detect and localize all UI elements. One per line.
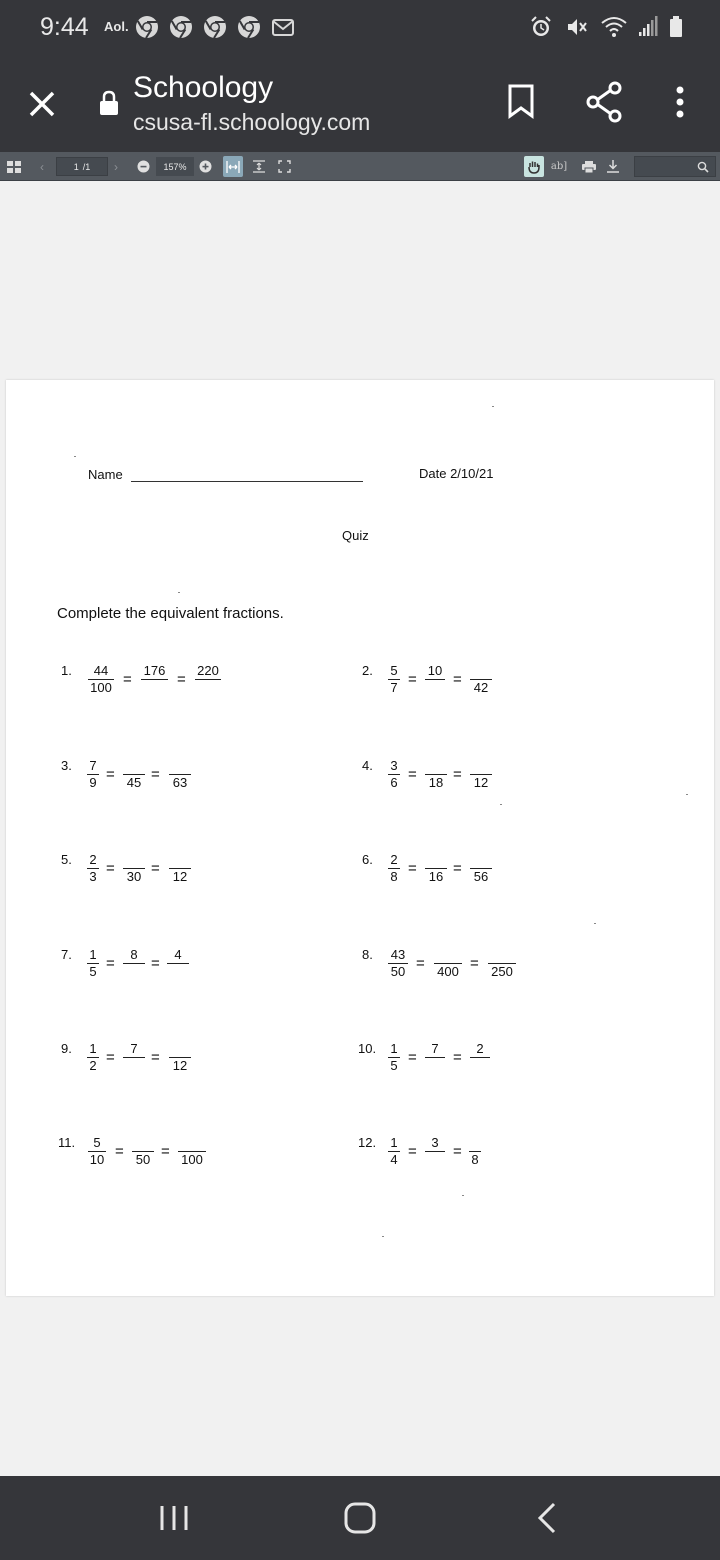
denominator: 100 bbox=[90, 680, 112, 695]
browser-toolbar bbox=[0, 56, 720, 152]
numerator: 220 bbox=[197, 663, 219, 678]
navigation-bar bbox=[0, 1476, 720, 1560]
page-title: Schoology bbox=[133, 71, 274, 104]
fraction bbox=[87, 758, 99, 791]
fraction bbox=[87, 947, 99, 980]
denominator: 3 bbox=[89, 869, 97, 884]
recent-apps-icon[interactable] bbox=[154, 1498, 194, 1538]
chrome-icon bbox=[134, 14, 160, 40]
fraction bbox=[388, 947, 408, 980]
annotate-text-tool[interactable]: ab] bbox=[550, 161, 568, 172]
numerator: 7 bbox=[89, 758, 97, 773]
scan-speck bbox=[462, 1195, 464, 1196]
fraction bbox=[425, 1135, 445, 1168]
thumbnails-icon[interactable] bbox=[4, 152, 24, 181]
denominator: 42 bbox=[473, 680, 489, 695]
denominator: 50 bbox=[390, 964, 406, 979]
download-icon[interactable] bbox=[604, 152, 622, 181]
fraction bbox=[87, 852, 99, 885]
problem-number: 6. bbox=[362, 852, 373, 867]
search-icon bbox=[697, 161, 709, 173]
numerator: 44 bbox=[93, 663, 109, 678]
scan-speck bbox=[382, 1236, 384, 1237]
equals-sign: = bbox=[453, 1049, 462, 1066]
numerator: 1 bbox=[390, 1041, 398, 1056]
denominator: 12 bbox=[172, 1058, 188, 1073]
fraction bbox=[388, 1041, 400, 1074]
fraction bbox=[388, 852, 400, 885]
denominator: 63 bbox=[172, 775, 188, 790]
status-time: 9:44 bbox=[40, 13, 89, 41]
scan-speck bbox=[74, 456, 76, 457]
numerator: 1 bbox=[89, 947, 97, 962]
notification-icons bbox=[134, 14, 296, 40]
battery-icon bbox=[668, 14, 684, 40]
denominator: 9 bbox=[89, 775, 97, 790]
equals-sign: = bbox=[408, 766, 417, 783]
equals-sign: = bbox=[151, 766, 160, 783]
home-icon[interactable] bbox=[340, 1498, 380, 1538]
fraction bbox=[195, 663, 221, 696]
denominator: 50 bbox=[135, 1152, 151, 1167]
problem-number: 8. bbox=[362, 947, 373, 962]
numerator: 2 bbox=[89, 852, 97, 867]
denominator: 7 bbox=[390, 680, 398, 695]
equals-sign: = bbox=[106, 1049, 115, 1066]
fraction bbox=[88, 663, 114, 696]
lock-icon bbox=[98, 90, 120, 116]
name-label: Name bbox=[88, 467, 123, 482]
numerator: 4 bbox=[174, 947, 182, 962]
problem-number: 7. bbox=[61, 947, 72, 962]
system-icons bbox=[528, 14, 684, 40]
fraction bbox=[141, 663, 168, 696]
denominator: 5 bbox=[390, 1058, 398, 1073]
scan-speck bbox=[492, 406, 494, 407]
numerator: 176 bbox=[143, 663, 166, 678]
fraction bbox=[169, 852, 191, 885]
problem-number: 5. bbox=[61, 852, 72, 867]
fit-page-icon[interactable] bbox=[249, 152, 269, 181]
denominator: 250 bbox=[491, 964, 513, 979]
problem-number: 4. bbox=[362, 758, 373, 773]
equals-sign: = bbox=[123, 671, 132, 688]
aol-notification-icon: Aol. bbox=[104, 19, 129, 34]
denominator: 8 bbox=[471, 1152, 479, 1167]
equals-sign: = bbox=[177, 671, 186, 688]
denominator: 45 bbox=[126, 775, 142, 790]
scan-speck bbox=[178, 592, 180, 593]
numerator: 2 bbox=[390, 852, 398, 867]
fraction bbox=[470, 852, 492, 885]
denominator: 2 bbox=[89, 1058, 97, 1073]
equals-sign: = bbox=[151, 860, 160, 877]
quiz-title: Quiz bbox=[342, 528, 369, 543]
equals-sign: = bbox=[115, 1143, 124, 1160]
fraction bbox=[488, 947, 516, 980]
page-total: /1 bbox=[82, 161, 91, 172]
equals-sign: = bbox=[151, 955, 160, 972]
fraction bbox=[178, 1135, 206, 1168]
denominator: 100 bbox=[181, 1152, 203, 1167]
next-page-icon[interactable]: › bbox=[114, 159, 118, 174]
fraction bbox=[123, 758, 145, 791]
numerator: 2 bbox=[476, 1041, 484, 1056]
denominator: 5 bbox=[89, 964, 97, 979]
fraction bbox=[425, 852, 447, 885]
fraction bbox=[434, 947, 462, 980]
chrome-icon bbox=[168, 14, 194, 40]
denominator: 30 bbox=[126, 869, 142, 884]
numerator: 43 bbox=[390, 947, 406, 962]
fraction bbox=[470, 758, 492, 791]
numerator: 3 bbox=[431, 1135, 439, 1150]
alarm-icon bbox=[528, 14, 554, 40]
back-icon[interactable] bbox=[528, 1498, 568, 1538]
denominator: 4 bbox=[390, 1152, 398, 1167]
mute-icon bbox=[564, 14, 590, 40]
fraction bbox=[87, 1041, 99, 1074]
equals-sign: = bbox=[453, 671, 462, 688]
fraction bbox=[167, 947, 189, 980]
equals-sign: = bbox=[453, 1143, 462, 1160]
numerator: 7 bbox=[431, 1041, 439, 1056]
wifi-icon bbox=[600, 14, 628, 40]
fraction bbox=[388, 758, 400, 791]
numerator: 8 bbox=[130, 947, 138, 962]
numerator: 10 bbox=[427, 663, 443, 678]
name-blank-line bbox=[131, 481, 363, 482]
equals-sign: = bbox=[416, 955, 425, 972]
fraction bbox=[169, 1041, 191, 1074]
problem-number: 11. bbox=[58, 1135, 76, 1150]
more-options-icon[interactable] bbox=[664, 82, 696, 122]
fraction bbox=[469, 1135, 481, 1168]
hand-tool-icon[interactable] bbox=[524, 156, 544, 177]
equals-sign: = bbox=[408, 1049, 417, 1066]
problem-number: 2. bbox=[362, 663, 373, 678]
fraction bbox=[123, 1041, 145, 1074]
fullscreen-icon[interactable] bbox=[274, 152, 294, 181]
date-label: Date 2/10/21 bbox=[419, 466, 494, 481]
fraction bbox=[388, 663, 400, 696]
page-url[interactable]: csusa-fl.schoology.com bbox=[133, 109, 371, 135]
previous-page-icon[interactable]: ‹ bbox=[40, 159, 44, 174]
chrome-icon bbox=[236, 14, 262, 40]
gmail-icon bbox=[270, 14, 296, 40]
pdf-page bbox=[6, 380, 714, 1296]
pdf-toolbar bbox=[0, 152, 720, 181]
denominator: 12 bbox=[172, 869, 188, 884]
denominator: 10 bbox=[89, 1152, 105, 1167]
scan-speck bbox=[594, 923, 596, 924]
fraction bbox=[470, 1041, 490, 1074]
scan-speck bbox=[500, 804, 502, 805]
fraction bbox=[132, 1135, 154, 1168]
fraction bbox=[425, 1041, 445, 1074]
problem-number: 10. bbox=[358, 1041, 377, 1056]
zoom-out-icon[interactable] bbox=[134, 152, 152, 181]
equals-sign: = bbox=[161, 1143, 170, 1160]
numerator: 7 bbox=[130, 1041, 138, 1056]
numerator: 5 bbox=[390, 663, 398, 678]
denominator: 56 bbox=[473, 869, 489, 884]
fraction bbox=[123, 852, 145, 885]
equals-sign: = bbox=[408, 671, 417, 688]
problem-number: 3. bbox=[61, 758, 72, 773]
fraction bbox=[123, 947, 145, 980]
equals-sign: = bbox=[106, 955, 115, 972]
numerator: 5 bbox=[93, 1135, 101, 1150]
fraction bbox=[470, 663, 492, 696]
numerator: 1 bbox=[390, 1135, 398, 1150]
equals-sign: = bbox=[151, 1049, 160, 1066]
instructions: Complete the equivalent fractions. bbox=[57, 605, 284, 622]
zoom-in-icon[interactable] bbox=[196, 152, 214, 181]
denominator: 6 bbox=[390, 775, 398, 790]
denominator: 12 bbox=[473, 775, 489, 790]
denominator: 400 bbox=[437, 964, 459, 979]
zoom-level[interactable]: 157% bbox=[156, 157, 194, 176]
denominator: 18 bbox=[428, 775, 444, 790]
equals-sign: = bbox=[408, 860, 417, 877]
equals-sign: = bbox=[106, 860, 115, 877]
numerator: 1 bbox=[89, 1041, 97, 1056]
numerator: 3 bbox=[390, 758, 398, 773]
problem-number: 9. bbox=[61, 1041, 72, 1056]
fraction bbox=[388, 1135, 400, 1168]
close-icon[interactable] bbox=[22, 84, 62, 124]
page-current: 1 bbox=[73, 161, 79, 172]
fraction bbox=[88, 1135, 106, 1168]
fit-width-icon[interactable] bbox=[223, 156, 243, 177]
problem-number: 12. bbox=[358, 1135, 377, 1150]
share-icon[interactable] bbox=[584, 80, 624, 124]
pdf-search-field[interactable] bbox=[634, 156, 716, 177]
fraction bbox=[425, 663, 445, 696]
denominator: 16 bbox=[428, 869, 444, 884]
equals-sign: = bbox=[106, 766, 115, 783]
page-number-box[interactable] bbox=[56, 157, 108, 176]
print-icon[interactable] bbox=[580, 152, 598, 181]
signal-icon bbox=[638, 14, 658, 40]
denominator: 8 bbox=[390, 869, 398, 884]
problem-number: 1. bbox=[61, 663, 72, 678]
fraction bbox=[169, 758, 191, 791]
equals-sign: = bbox=[408, 1143, 417, 1160]
equals-sign: = bbox=[453, 860, 462, 877]
fraction bbox=[425, 758, 447, 791]
bookmark-icon[interactable] bbox=[504, 82, 538, 122]
equals-sign: = bbox=[453, 766, 462, 783]
chrome-icon bbox=[202, 14, 228, 40]
scan-speck bbox=[686, 794, 688, 795]
status-bar bbox=[0, 0, 720, 56]
equals-sign: = bbox=[470, 955, 479, 972]
